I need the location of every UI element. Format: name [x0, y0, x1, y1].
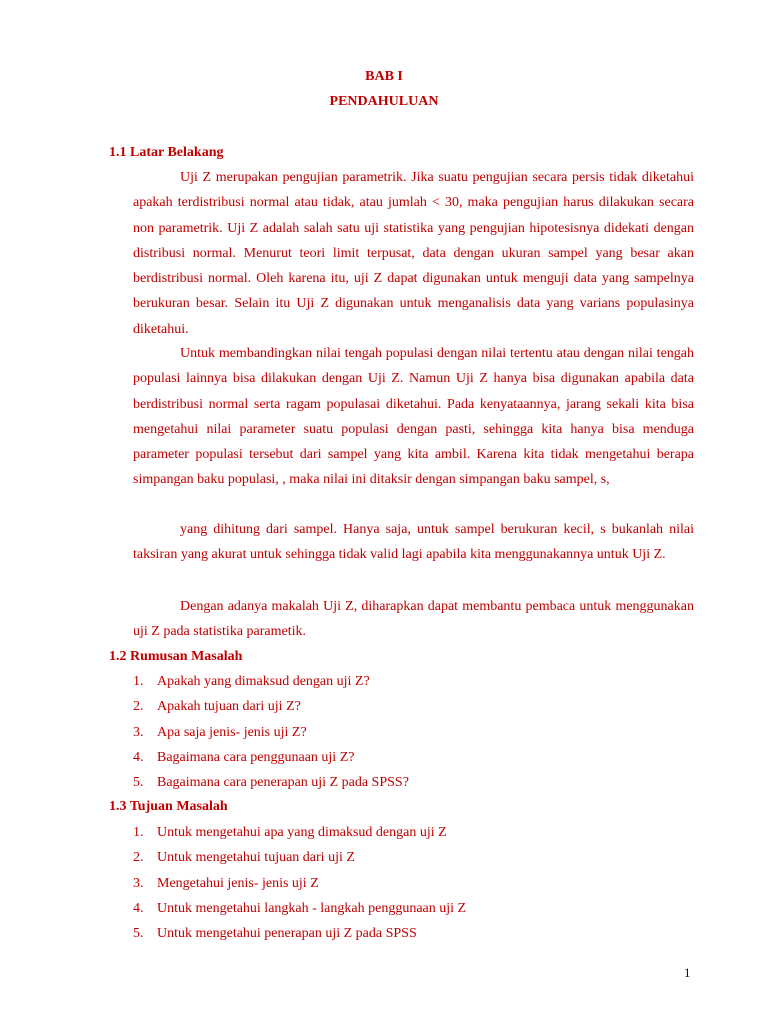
list-item-number: 5. — [133, 775, 144, 791]
list-item — [133, 820, 466, 845]
list-item-number: 2. — [133, 699, 144, 715]
list-item — [133, 845, 466, 870]
list-item-text: Untuk mengetahui apa yang dimaksud dengan uji Z — [157, 825, 447, 840]
paragraph-2-text: Untuk membandingkan nilai tengah populasi dengan nilai tertentu atau dengan nilai tengah populasi lainnya bisa dilakukan dengan Uji Z. Namun Uji Z hanya bisa digunakan apabila data berdistribusi normal serta ragam populasai diketahui. Pada kenyataannya, jarang sekali kita bisa mengetahui nilai parameter suatu populasi dengan pasti, sehingga kita hanya bisa menduga parameter populasi tersebut dari sampel yang kita ambil. Karena kita tidak mengetahui berapa simpangan baku populasi, , maka nilai ini ditaksir dengan simpangan baku sampel, s, — [133, 346, 694, 488]
list-item-number: 1. — [133, 825, 144, 840]
list-item — [133, 720, 409, 745]
paragraph-1 — [133, 165, 694, 342]
paragraph-3 — [133, 517, 694, 568]
list-item-number: 3. — [133, 724, 144, 740]
tujuan-masalah-list — [133, 820, 466, 946]
list-item-text: Mengetahui jenis- jenis uji Z — [157, 875, 319, 891]
list-item — [133, 745, 409, 770]
list-item — [133, 694, 409, 719]
list-item — [133, 871, 466, 896]
paragraph-4-text: Dengan adanya makalah Uji Z, diharapkan dapat membantu pembaca untuk menggunakan uji Z pada statistika parametik. — [133, 599, 694, 640]
paragraph-2 — [133, 341, 694, 493]
list-item-number: 4. — [133, 900, 144, 916]
chapter-title: PENDAHULUAN — [329, 94, 439, 109]
list-item — [133, 921, 466, 946]
list-item-text: Untuk mengetahui langkah - langkah penggunaan uji Z — [157, 900, 467, 916]
paragraph-4 — [133, 594, 694, 645]
page-number: 1 — [684, 965, 691, 980]
section-heading-latar-belakang: 1.1 Latar Belakang — [109, 145, 224, 160]
section-heading-rumusan-masalah: 1.2 Rumusan Masalah — [109, 649, 243, 664]
paragraph-3-text: yang dihitung dari sampel. Hanya saja, untuk sampel berukuran kecil, s bukanlah nilai taksiran yang akurat untuk sehingga tidak valid lagi apabila kita menggunakannya untuk Uji Z. — [133, 522, 694, 563]
list-item-text: Apa saja jenis- jenis uji Z? — [157, 724, 307, 740]
rumusan-masalah-list — [133, 669, 409, 795]
list-item-number: 1. — [133, 674, 144, 689]
list-item-text: Untuk mengetahui penerapan uji Z pada SPSS — [157, 926, 417, 942]
list-item-number: 4. — [133, 749, 144, 765]
list-item — [133, 770, 409, 795]
paragraph-1-text: Uji Z merupakan pengujian parametrik. Jika suatu pengujian secara persis tidak diketahui apakah terdistribusi normal atau tidak, atau jumlah < 30, maka pengujian harus dilakukan secara non parametrik. Uji Z adalah salah satu uji statistika yang pengujian hipotesisnya didekati dengan distribusi normal. Menurut teori limit terpusat, data dengan ukuran sampel yang besar akan berdistribusi normal. Oleh karena itu, uji Z dapat digunakan untuk menguji data yang sampelnya berukuran besar. Selain itu Uji Z digunakan untuk menganalisis data yang varians populasinya diketahui. — [133, 170, 694, 337]
list-item-number: 2. — [133, 850, 144, 866]
list-item — [133, 896, 466, 921]
section-heading-tujuan-masalah: 1.3 Tujuan Masalah — [109, 799, 228, 814]
list-item-text: Untuk mengetahui tujuan dari uji Z — [157, 850, 355, 866]
list-item-text: Apakah tujuan dari uji Z? — [157, 699, 301, 715]
chapter-label: BAB I — [365, 69, 403, 84]
list-item-number: 5. — [133, 926, 144, 942]
list-item-text: Bagaimana cara penerapan uji Z pada SPSS? — [157, 775, 409, 791]
list-item-number: 3. — [133, 875, 144, 891]
list-item-text: Bagaimana cara penggunaan uji Z? — [157, 749, 355, 765]
list-item-text: Apakah yang dimaksud dengan uji Z? — [157, 674, 370, 689]
list-item — [133, 669, 409, 694]
